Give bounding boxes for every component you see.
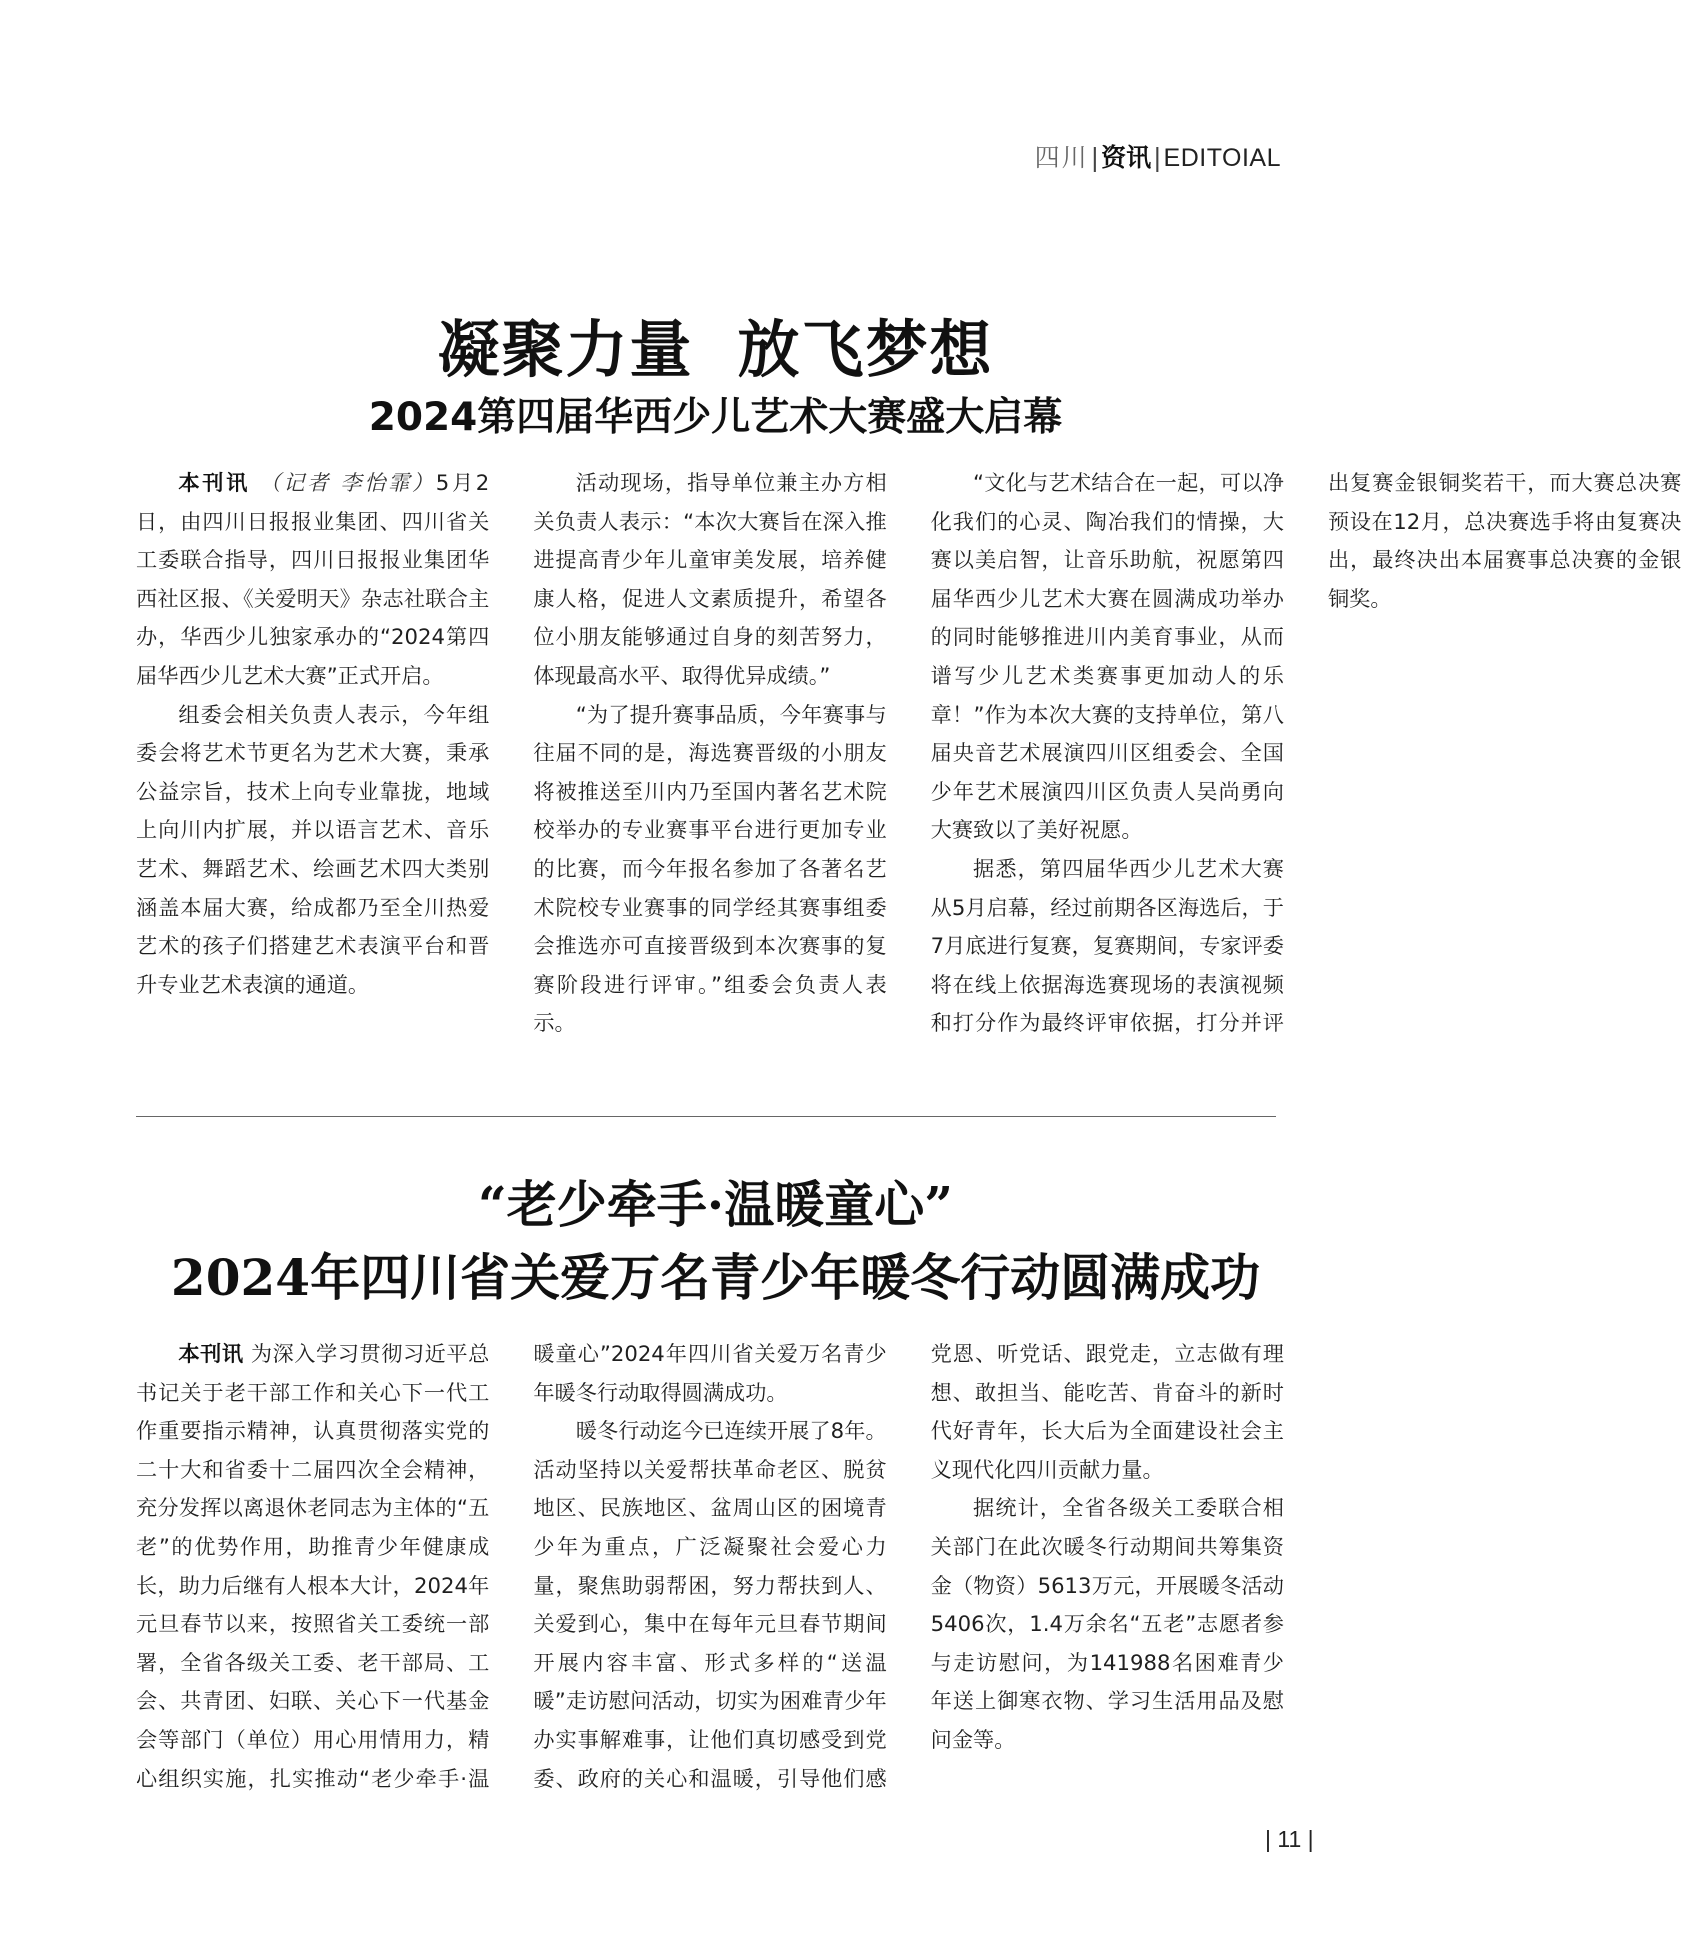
article1-paragraph: “文化与艺术结合在一起，可以净化我们的心灵、陶冶我们的情操，大赛以美启智，让音乐助航，祝愿第四届华西少儿艺术大赛在圆满成功举办的同时能够推进川内美育事业，从而谱写少儿艺术类赛事更加动人的乐章！”作为本次大赛的支持单位，第八届央音艺术展演四川区组委会、全国少年艺术展演四川区负责人吴尚勇向大赛致以了美好祝愿。 (930, 470, 1284, 843)
article1-title-part1: 凝聚力量 (437, 313, 694, 386)
article1-title (0, 300, 1431, 389)
article1-paragraph: 组委会相关负责人表示，今年组委会将艺术节更名为艺术大赛，秉承公益宗旨，技术上向专业靠拢，地域上向川内扩展，并以语言艺术、音乐艺术、舞蹈艺术、绘画艺术四大类别涵盖本届大赛，给成都乃至全川热爱艺术的孩子们搭建艺术表演平台和晋升专业艺术表演的通道。 (136, 701, 490, 997)
article2-title-line2: 2024年四川省关爱万名青少年暖冬行动圆满成功 (170, 1248, 1261, 1307)
article1-paragraph: “为了提升赛事品质，今年赛事与往届不同的是，海选赛晋级的小朋友将被推送至川内乃至国内著名艺术院校举办的专业赛事平台进行更加专业的比赛，而今年报名参加了各著名艺术院校专业赛事的同学经其赛事组委会推选亦可直接晋级到本次赛事的复赛阶段进行评审。”组委会负责人表示。 (533, 701, 887, 1036)
article1-subtitle: 2024第四届华西少儿艺术大赛盛大启幕 (368, 395, 1063, 440)
header-separator: | (1090, 143, 1100, 172)
article-divider (136, 1116, 1276, 1117)
article1-paragraph-text: 5月2日，由四川日报报业集团、四川省关工委联合指导，四川日报报业集团华西社区报、《关爱明天》杂志社联合主办，华西少儿独家承办的“2024第四届华西少儿艺术大赛”正式开启。 (136, 470, 490, 688)
header-separator: | (1153, 143, 1162, 172)
article2-lead-label: 本刊讯 (178, 1341, 244, 1366)
article2-body (136, 1335, 1284, 1799)
page-number: | 11 | (1265, 1826, 1314, 1852)
header-english: EDITOIAL (1163, 144, 1281, 172)
article2-title-line1: “老少牵手·温暖童心” (478, 1175, 953, 1234)
article1-paragraph: 活动现场，指导单位兼主办方相关负责人表示：“本次大赛旨在深入推进提高青少年儿童审美发展，培养健康人格，促进人文素质提升，希望各位小朋友能够通过自身的刻苦努力，体现最高水平、取得优异成绩。” (533, 470, 887, 688)
article1-paragraph: 据悉，第四届华西少儿艺术大赛从5月启幕，经过前期各区海选后，于7月底进行复赛，复赛期间，专家评委将在线上依据海选赛现场的表演视频和打分作为最终评审依据，打分并评出复赛金银铜奖若干，而大赛总决赛预设在12月，总决赛选手将由复赛决出，最终决出本届赛事总决赛的金银铜奖。 (930, 470, 1681, 1036)
header-section: 四川 (1034, 143, 1089, 172)
article1-body (136, 464, 1681, 1080)
page-header (1035, 138, 1281, 174)
article1-byline: （记者 李怡霏） (259, 470, 436, 495)
article2-paragraph: 暖冬行动迄今已连续开展了8年。活动坚持以关爱帮扶革命老区、脱贫地区、民族地区、盆周山区的困境青少年为重点，广泛凝聚社会爱心力量，聚焦助弱帮困，努力帮扶到人、关爱到心，集中在每年元旦春节期间开展内容丰富、形式多样的“送温暖”走访慰问活动，切实为困难青少年办实事解难事，让他们真切感受到党委、政府的关心和温暖，引导他们感党恩、听党话、跟党走，立志做有理想、敢担当、能吃苦、肯奋斗的新时代好青年，长大后为全面建设社会主义现代化四川贡献力量。 (533, 1341, 1284, 1791)
article2-paragraph: 据统计，全省各级关工委联合相关部门在此次暖冬行动期间共筹集资金（物资）5613万元，开展暖冬活动5406次，1.4万余名“五老”志愿者参与走访慰问，为141988名困难青少年送上御寒衣物、学习生活用品及慰问金等。 (930, 1495, 1284, 1752)
article1-lead-label: 本刊讯 (178, 470, 250, 495)
header-column: 资讯 (1101, 143, 1152, 172)
article1-paragraph (136, 464, 489, 696)
article2-paragraph-text: 为深入学习贯彻习近平总书记关于老干部工作和关心下一代工作重要指示精神，认真贯彻落实党的二十大和省委十二届四次全会精神，充分发挥以离退休老同志为主体的“五老”的优势作用，助推青少年健康成长，助力后继有人根本大计，2024年元旦春节以来，按照省关工委统一部署，全省各级关工委、老干部局、工会、共青团、妇联、关心下一代基金会等部门（单位）用心用情用力，精心组织实施，扎实推动“老少牵手·温暖童心”2024年四川省关爱万名青少年暖冬行动取得圆满成功。 (136, 1341, 887, 1791)
article1-title-part2: 放飞梦想 (737, 313, 994, 386)
